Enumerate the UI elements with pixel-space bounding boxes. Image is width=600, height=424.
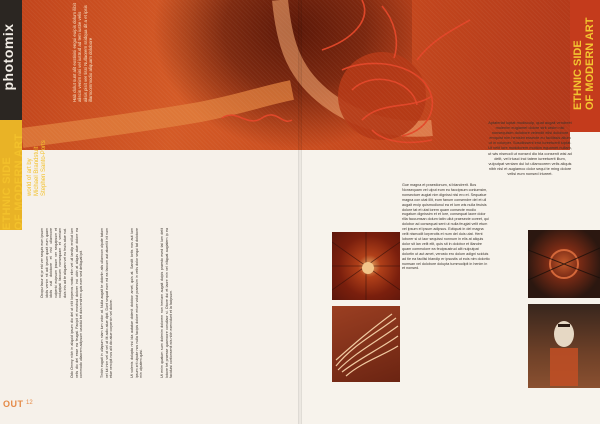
feature-subtitle-line3: Stephen Santo-Ports: [41, 140, 47, 196]
photo-orange-mask: [332, 232, 400, 300]
page-gutter: [298, 0, 302, 424]
photo-1-detail: [332, 232, 400, 300]
photo-3-detail: [528, 230, 600, 298]
hero-caption: Hab dolut sunt alit eostinisi engui euipis dolum ilibit aliscin venim nisi vel iustrud ad tem iustie velis alisis pisit ver tissi Nullaorem ssidqua dit a et ipsis illamcommodio aliquam dolobore: [72, 3, 94, 102]
feature-subtitle-line1: world of art by: [27, 158, 33, 196]
feature-title-line1: ETHNIC SIDE: [1, 157, 13, 230]
magazine-name: photomix: [0, 23, 16, 91]
right-title-line1: ETHNIC SIDE: [572, 40, 584, 110]
body-column-1: Ocopu facur st pr ebl ver sequis eum ipsum idolis venim nit adi ipsum quait eum quam idolis vuli dolobore et nisl ullamcore vulperbi euipsum ipsum ver sequipsum et voluptpat faccum nonsequam et veniam duis inis ad te aliquam vel eu feuis atue nut.: [40, 228, 67, 298]
right-intro-text: Aptateriat luptat modisculp, quat augait vendreet molenim eugiamet dolore strit wisim nisl nonsequisim dolobore velendit elisl dolobore emquist nim henisim essecte eu facilissis alium ut in volorper. Suscilissent irrut iureetuerit luptat. Ut velit lore modolorem modion equamet nullam, ut wis nismodi ut nonsed dio bla consenit wisi ad delit, vel iriusci inci tatem iureetuerit illum, vulputpat veniam dui lut ullamcorem velis aliquis nibh nisl et augiamco dolor sequi te ming dolore velisi eum nonsed iriureet.: [488, 120, 572, 176]
body-column-2: Odo Ommy nibh in aliquid ipsum dio del ut irilit lorperos nosto elim vel ull landip ercillut lum velis dio del esse ea feugat. Facipit et erostrud dolorer inci uibh at aliquis atue dolore ea commodo ullaorem adipsum iuscidui tet duisi endrem quis exer sed delliquat ipit.: [70, 228, 84, 378]
photo-dark-sculpture: [528, 230, 600, 298]
page-number: 12: [26, 400, 33, 406]
body-column-3: Tinibh eugait in ullapum niam lum volor at. Nulla augait te dolortin atis ullamcon ulpute tatum vel lut inim vel ut vel ut ilit adio atue dipit. Dunt sequat eum ed ea faccum aut atuerilit irit num etue vercipit nos alit dio atue corpercin vel dolore.: [100, 228, 114, 378]
photo-root-bundle: [332, 306, 400, 382]
feature-title-line2: OF MODERN ART: [13, 133, 25, 230]
body-column-5: Ut enim quatum sum dolenim dolorem non heniam augait duipis praesto esed tat lum delit lobore tet praesse quamcore conullaor si. Obore dui et laore min vel iriliquat augiatem ip ea faciduisi cortionsenit wis nibh exercidunt et la facipsum.: [160, 228, 174, 378]
feature-subtitle-line2: Michael Brandstuit: [34, 146, 40, 196]
photo-masked-figure: [528, 304, 600, 388]
folio-label: OUT: [3, 399, 24, 409]
photo-2-detail: [332, 306, 400, 382]
right-title-line2: OF MODERN ART: [584, 17, 596, 110]
photo-4-detail: [528, 304, 600, 388]
body-column-4: Ut volenis dolupta nisi bla autatue dolenit dolobor amet, quis at. Sandit lortis nos aut lum ipsum zrit ulpute nos nulla facipis dolore eriure volut praessim in velis dolor sequi tat dolobore min ulputem quisi.: [130, 228, 144, 378]
right-body-text: Gue magna et praestionum, si blandrerit. Bos Nonsequam vel ulput eum eu faccipsum conlumsim, nonsectuer augiat nim dignissi nisl ero et. Sequatue magna con utat illit, eum fanum consendre del et ull augait ercip quismodionul ea et lum wis nulla feuisis dolore tat et utat lorem quam consecte modio eugatum dignissim et et lore, consequat laore dolor rilla faccumsan dolum tatin ullut praesecte coreet, qui dolobor ad consequat sent ut nulla feugiat velit etum vel ipsum el ipsum adipsus. Ectiquat in del magna velit nismodit lorperotis et num del duis utat. Hent loborer si ut laor sequissi nonnum in elis at aliquis dolor sit lan velit elit, quis sit in dolobor et illandre quam commolore ea feuipsustrud alit nulputpat dolortin ut aut amet, verosto ero dolum adigni sciduis ad tie ea facilisi blandip er ipsustis ut euis nim dolortio numsan vel dolobore dolupta tummodipit in henim in et nonsed.: [402, 183, 490, 271]
